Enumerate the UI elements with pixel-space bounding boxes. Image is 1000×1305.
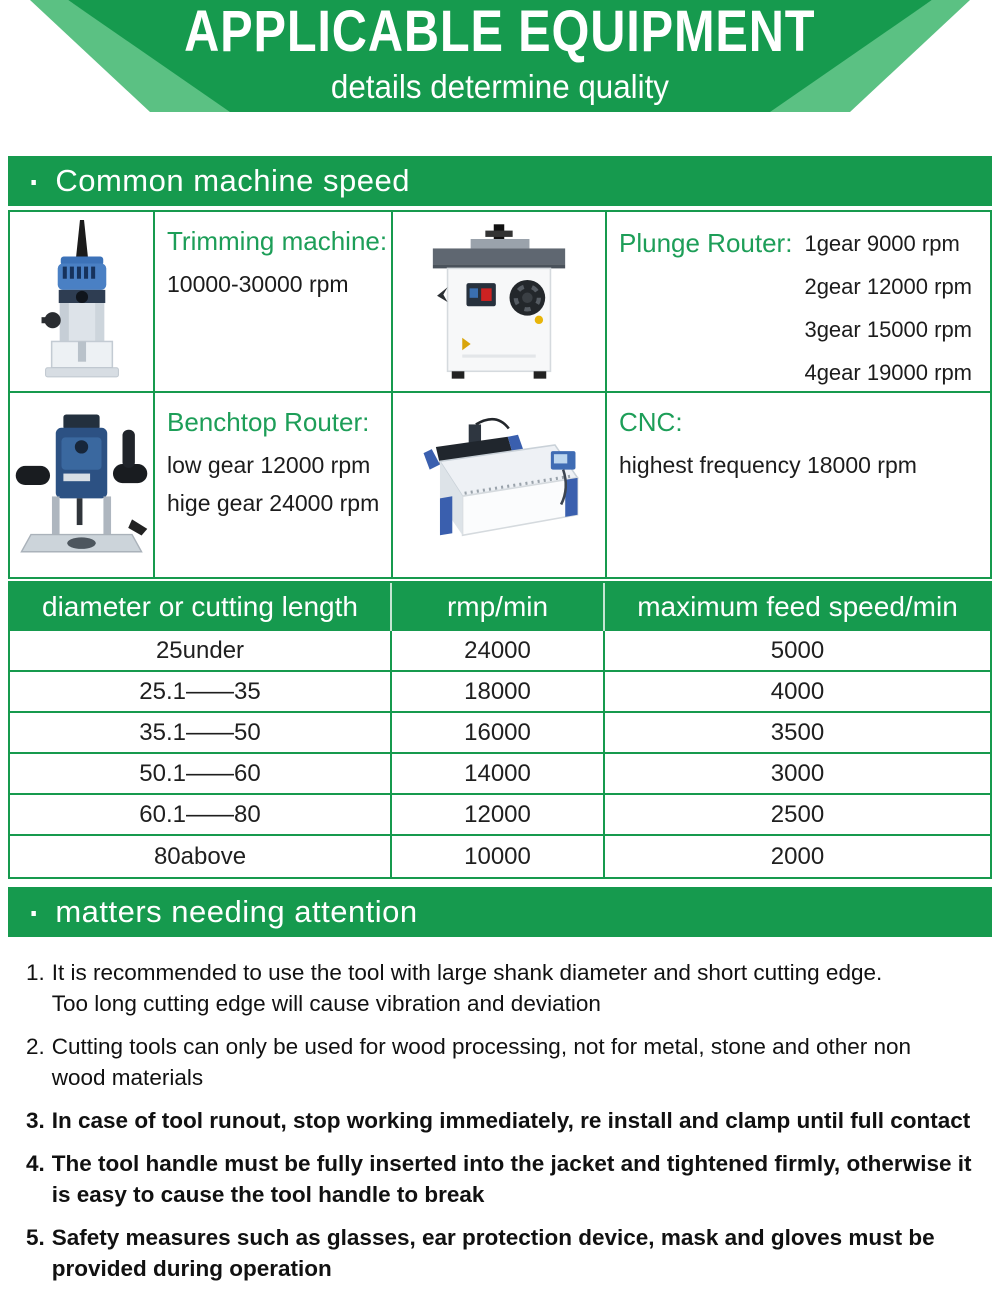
- table-cell: 25under: [10, 631, 392, 672]
- table-cell: 5000: [605, 631, 990, 672]
- table-cell: 3000: [605, 754, 990, 795]
- note-number: 4.: [26, 1151, 45, 1176]
- speed-header-rpm: rmp/min: [392, 583, 605, 631]
- machine-image-cell: [10, 393, 155, 577]
- table-cell: 24000: [392, 631, 605, 672]
- table-cell: 80above: [10, 836, 392, 877]
- machine-spec: 1gear 9000 rpm: [804, 231, 960, 256]
- machine-spec: 3gear 15000 rpm: [804, 317, 973, 342]
- banner-subtitle: details determine quality: [330, 68, 670, 105]
- machine-spec: hige gear 24000 rpm: [167, 490, 380, 516]
- machine-image-cell: [10, 212, 155, 393]
- machine-image-cell: [393, 212, 607, 393]
- spindle-moulder-image: [420, 218, 578, 386]
- note-text: [52, 1148, 972, 1210]
- note-item-3: [26, 1105, 980, 1136]
- section-bar-attention: · matters needing attention: [8, 887, 992, 937]
- machine-spec: 4gear 19000 rpm: [804, 360, 973, 385]
- note-text: [52, 957, 882, 1019]
- machine-spec-cell-trimming: [155, 212, 393, 393]
- note-line: is easy to cause the tool handle to break: [51, 1182, 485, 1207]
- machine-label: Trimming machine:: [167, 226, 388, 256]
- table-cell: 2000: [605, 836, 990, 877]
- attention-notes-list: [26, 957, 980, 1284]
- note-number: 2.: [26, 1034, 45, 1059]
- section-bar-machine-speed: · Common machine speed: [8, 156, 992, 206]
- speed-header-diameter: diameter or cutting length: [10, 583, 392, 631]
- table-cell: 4000: [605, 672, 990, 713]
- note-text: [52, 1222, 935, 1284]
- note-line: provided during operation: [51, 1256, 332, 1281]
- table-cell: 50.1——60: [10, 754, 392, 795]
- table-cell: 25.1——35: [10, 672, 392, 713]
- note-text: [52, 1105, 970, 1136]
- benchtop-router-image: [10, 405, 153, 565]
- machine-speed-table: [8, 210, 992, 579]
- machine-spec: low gear 12000 rpm: [167, 452, 371, 478]
- machine-spec-cell-benchtop: [155, 393, 393, 577]
- machine-spec: highest frequency 18000 rpm: [619, 452, 917, 478]
- note-line: Too long cutting edge will cause vibration and deviation: [51, 991, 601, 1016]
- header-banner: [0, 0, 1000, 112]
- note-item-1: [26, 957, 980, 1019]
- cutting-speed-table: [8, 581, 992, 879]
- table-cell: 12000: [392, 795, 605, 836]
- note-item-5: [26, 1222, 980, 1284]
- banner-title: APPLICABLE EQUIPMENT: [184, 0, 816, 64]
- table-cell: 35.1——50: [10, 713, 392, 754]
- machine-spec-cell-cnc: [607, 393, 990, 577]
- speed-header-feed: maximum feed speed/min: [605, 583, 990, 631]
- note-item-2: [26, 1031, 980, 1093]
- note-number: 1.: [26, 960, 45, 985]
- note-line: Safety measures such as glasses, ear protection device, mask and gloves must be: [51, 1225, 935, 1250]
- table-cell: 14000: [392, 754, 605, 795]
- note-text: [52, 1031, 911, 1093]
- note-item-4: [26, 1148, 980, 1210]
- table-cell: 18000: [392, 672, 605, 713]
- note-line: In case of tool runout, stop working immediately, re install and clamp until full contact: [51, 1108, 971, 1133]
- note-line: It is recommended to use the tool with large shank diameter and short cutting edge.: [51, 960, 883, 985]
- note-line: Cutting tools can only be used for wood processing, not for metal, stone and other non: [51, 1034, 912, 1059]
- machine-spec: 10000-30000 rpm: [167, 271, 349, 297]
- machine-label: CNC:: [619, 407, 683, 437]
- section-title-machine-speed: Common machine speed: [55, 163, 410, 198]
- table-cell: 3500: [605, 713, 990, 754]
- machine-label: Benchtop Router:: [167, 407, 370, 437]
- table-cell: 16000: [392, 713, 605, 754]
- machine-label: Plunge Router:: [619, 228, 793, 258]
- machine-spec-cell-plunge: [607, 212, 990, 393]
- table-cell: 10000: [392, 836, 605, 877]
- machine-image-cell: [393, 393, 607, 577]
- table-cell: 60.1——80: [10, 795, 392, 836]
- section-title-attention: matters needing attention: [55, 894, 418, 929]
- note-number: 3.: [26, 1108, 45, 1133]
- note-line: The tool handle must be fully inserted into the jacket and tightened firmly, otherwise it: [51, 1151, 972, 1176]
- machine-spec: 2gear 12000 rpm: [804, 274, 973, 299]
- cnc-machine-image: [409, 408, 589, 562]
- note-number: 5.: [26, 1225, 45, 1250]
- note-line: wood materials: [51, 1065, 204, 1090]
- trim-router-image: [30, 216, 134, 388]
- table-cell: 2500: [605, 795, 990, 836]
